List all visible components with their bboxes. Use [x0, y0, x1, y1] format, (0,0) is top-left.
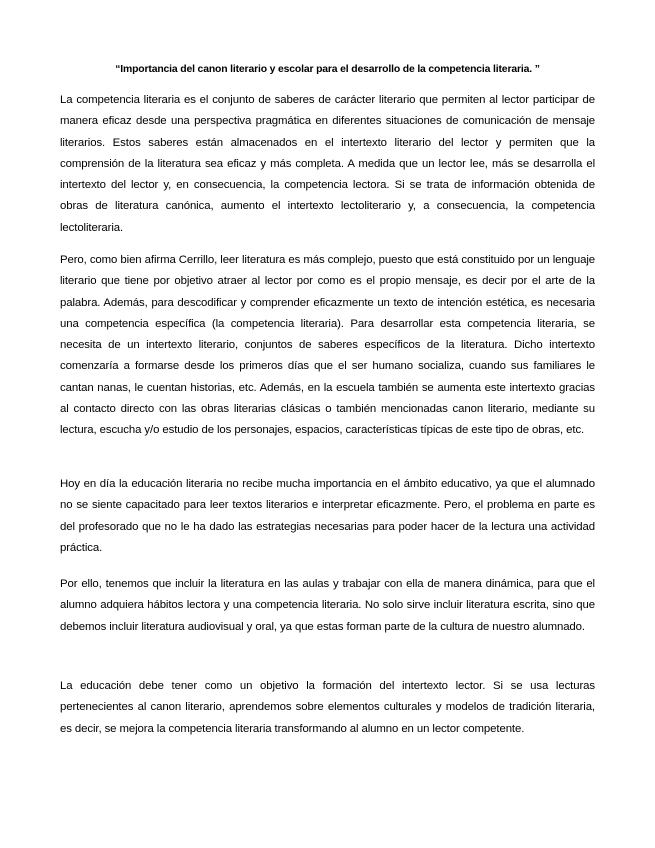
paragraph-4: Por ello, tenemos que incluir la literatura en las aulas y trabajar con ella de manera dinámica, para que el alumno adquiera hábitos lectora y una competencia literaria. No solo sirve incluir literatura escrita, sino que debemos incluir literatura audiovisual y oral, ya que estas forman parte de la cultura de nuestro alumnado.: [60, 578, 595, 633]
paragraph-5: La educación debe tener como un objetivo la formación del intertexto lector. Si se usa lecturas pertenecientes al canon literario, aprendemos sobre elementos culturales y modelos de tradición literaria, es decir, se mejora la competencia literaria transformando al alumno en un lector competente.: [60, 680, 595, 735]
paragraph-1: La competencia literaria es el conjunto de saberes de carácter literario que permiten al lector participar de manera eficaz desde una perspectiva pragmática en diferentes situaciones de comunicación de mensaje literarios. Estos saberes están almacenados en el intertexto literario del lector y permiten que la comprensión de la literatura sea eficaz y más completa. A medida que un lector lee, más se desarrolla el intertexto del lector y, en consecuencia, la competencia lectora. Si se trata de información obtenida de obras de literatura canónica, aumento el intertexto lectoliterario y, a consecuencia, la competencia lectoliteraria.: [60, 94, 595, 234]
paragraph-3: Hoy en día la educación literaria no recibe mucha importancia en el ámbito educativo, ya que el alumnado no se siente capacitado para leer textos literarios e interpretar eficazmente. Pero, el problema en parte es del profesorado que no le ha dado las estrategias necesarias para poder hacer de la lectura una actividad práctica.: [60, 478, 595, 554]
document-title: “Importancia del canon literario y escolar para el desarrollo de la competencia literaria. ”: [115, 64, 540, 75]
paragraph-2: Pero, como bien afirma Cerrillo, leer literatura es más complejo, puesto que está constituido por un lenguaje literario que tiene por objetivo atraer al lector por como es el propio mensaje, es decir por el arte de la palabra. Además, para descodificar y comprender eficazmente un texto de intención estética, es necesaria una competencia específica (la competencia literaria). Para desarrollar esta competencia literaria, se necesita de un intertexto literario, conjuntos de saberes específicos de la literatura. Dicho intertexto comenzaría a formarse desde los primeros días que el ser humano socializa, cuando sus familiares le cantan nanas, le cuentan historias, etc. Además, en la escuela también se aumenta este intertexto gracias al contacto directo con las obras literarias clásicas o también mencionadas canon literario, mediante su lectura, escucha y/o estudio de los personajes, espacios, características típicas de este tipo de obras, etc.: [60, 254, 595, 437]
